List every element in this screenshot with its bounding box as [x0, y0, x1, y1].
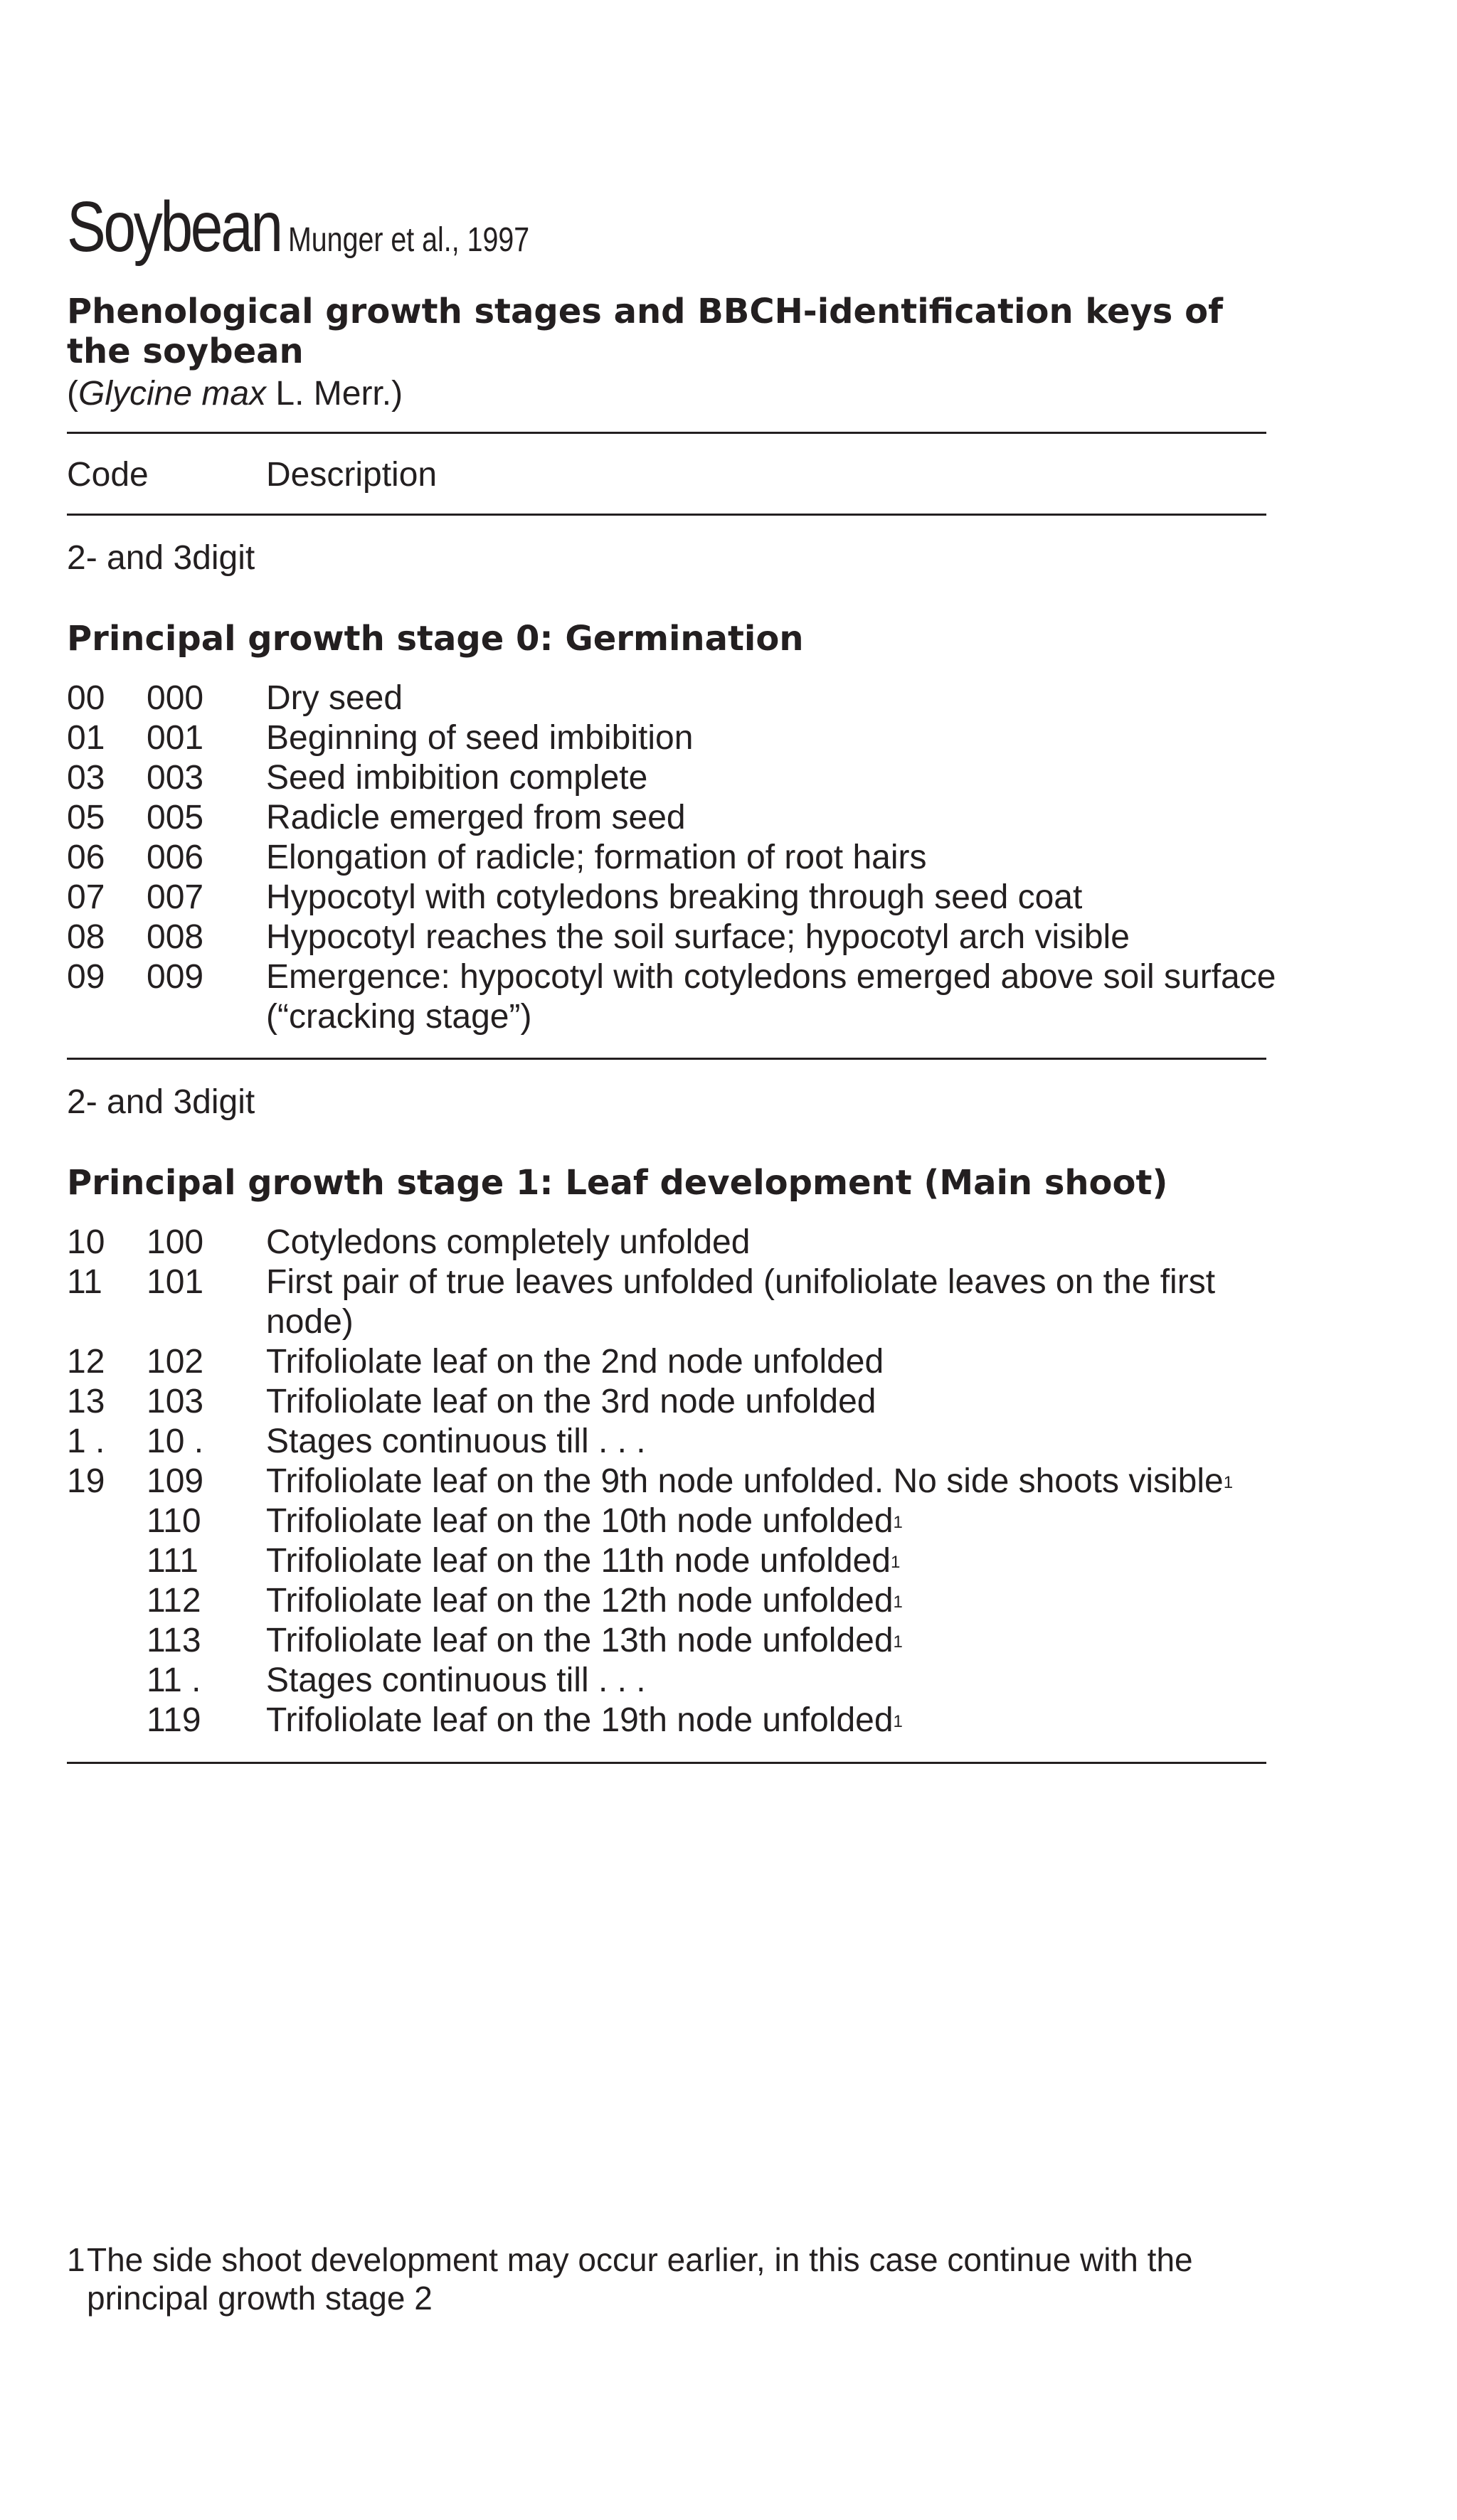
row-description: Seed imbibition complete [266, 759, 648, 797]
row-description [266, 1262, 1276, 1342]
table-row [67, 1621, 1276, 1661]
table-row [67, 1223, 1276, 1262]
footnote-marker: 1 [893, 1712, 903, 1731]
species-authority: L. Merr.) [266, 375, 403, 413]
code-2digit: 1 . [67, 1423, 105, 1460]
digit-label: 2- and 3digit [67, 539, 255, 577]
stage-0-rows [67, 679, 1276, 1037]
row-description-text: Trifoliolate leaf on the 19th node unfolded [266, 1701, 894, 1739]
document-subtitle: Phenological growth stages and BBCH-identification keys of the soybean [67, 292, 1223, 371]
code-3digit: 101 [147, 1263, 204, 1301]
table-row [67, 957, 1276, 1037]
row-description [266, 1462, 1276, 1501]
code-3digit: 109 [147, 1462, 204, 1500]
row-description: Dry seed [266, 679, 403, 717]
stage-heading-germination: Principal growth stage 0: Germination [67, 619, 804, 659]
code-3digit: 008 [147, 918, 204, 956]
code-3digit: 006 [147, 839, 204, 876]
code-2digit: 06 [67, 839, 105, 876]
species-name [67, 374, 403, 413]
row-description [266, 1382, 1276, 1422]
code-3digit: 001 [147, 719, 204, 757]
code-3digit: 110 [147, 1502, 201, 1540]
species-open-paren: ( [67, 375, 78, 413]
row-description-text: Stages continuous till . . . [266, 1662, 646, 1699]
row-description-text: Trifoliolate leaf on the 2nd node unfolded [266, 1343, 884, 1381]
divider [67, 514, 1266, 516]
code-2digit: 03 [67, 759, 105, 797]
code-2digit: 13 [67, 1383, 105, 1420]
row-description-text: Trifoliolate leaf on the 13th node unfolded [266, 1622, 894, 1659]
table-row [67, 838, 1276, 878]
digit-label: 2- and 3digit [67, 1083, 255, 1121]
footnote [67, 2240, 1276, 2317]
row-description: Hypocotyl reaches the soil surface; hypocotyl arch visible [266, 918, 1130, 956]
code-2digit: 11 [67, 1263, 102, 1301]
row-description: Beginning of seed imbibition [266, 719, 694, 757]
row-description: Hypocotyl with cotyledons breaking through seed coat [266, 878, 1083, 916]
table-row [67, 1462, 1276, 1501]
code-3digit: 005 [147, 799, 204, 836]
code-2digit: 08 [67, 918, 105, 956]
row-description-text: Trifoliolate leaf on the 3rd node unfolded [266, 1383, 876, 1420]
code-3digit: 10 . [147, 1423, 204, 1460]
table-row [67, 1422, 1276, 1462]
row-description [266, 1701, 1276, 1740]
column-header-description: Description [266, 456, 438, 494]
row-description [266, 1621, 1276, 1661]
code-2digit: 10 [67, 1223, 105, 1261]
title-line [67, 186, 583, 268]
table-row [67, 1661, 1276, 1701]
code-2digit: 07 [67, 878, 105, 916]
footnote-marker: 1 [890, 1553, 901, 1572]
row-description [266, 1422, 1276, 1462]
divider [67, 1058, 1266, 1060]
code-3digit: 112 [147, 1582, 201, 1620]
code-3digit: 111 [147, 1542, 198, 1580]
row-description-text: Trifoliolate leaf on the 9th node unfolded. No side shoots visible [266, 1462, 1224, 1500]
table-row [67, 878, 1276, 918]
code-2digit: 01 [67, 719, 105, 757]
code-3digit: 11 . [147, 1662, 201, 1699]
footnote-text: The side shoot development may occur earlier, in this case continue with the principal growth stage 2 [87, 2241, 1193, 2317]
code-3digit: 119 [147, 1701, 201, 1739]
code-3digit: 000 [147, 679, 204, 717]
table-row [67, 758, 1276, 798]
table-row [67, 718, 1276, 758]
row-description-text: Trifoliolate leaf on the 12th node unfolded [266, 1582, 894, 1620]
code-3digit: 003 [147, 759, 204, 797]
row-description: Radicle emerged from seed [266, 799, 686, 836]
table-row [67, 1701, 1276, 1740]
footnote-marker: 1 [893, 1632, 903, 1652]
code-3digit: 102 [147, 1343, 204, 1381]
species-latin: Glycine max [78, 375, 267, 413]
code-3digit: 113 [147, 1622, 201, 1659]
table-row [67, 1581, 1276, 1621]
code-3digit: 103 [147, 1383, 204, 1420]
row-description [266, 1342, 1276, 1382]
divider [67, 432, 1266, 434]
row-description [266, 1661, 1276, 1701]
row-description-text: Cotyledons completely unfolded [266, 1223, 751, 1261]
code-2digit: 12 [67, 1343, 105, 1381]
code-2digit: 09 [67, 958, 105, 996]
column-header-code: Code [67, 456, 149, 494]
row-description-text: First pair of true leaves unfolded (unifoliolate leaves on the first node) [266, 1263, 1216, 1341]
author-citation: Munger et al., 1997 [288, 221, 530, 259]
page-title: Soybean [67, 187, 281, 267]
table-row [67, 1382, 1276, 1422]
table-row [67, 1262, 1276, 1342]
document-page [67, 0, 1276, 2520]
row-description [266, 1581, 1276, 1621]
stage-1-rows [67, 1223, 1276, 1740]
table-row [67, 918, 1276, 957]
table-row [67, 1501, 1276, 1541]
row-description-text: Trifoliolate leaf on the 11th node unfolded [266, 1542, 891, 1580]
table-row [67, 1541, 1276, 1581]
code-3digit: 100 [147, 1223, 204, 1261]
row-description: Elongation of radicle; formation of root hairs [266, 839, 927, 876]
divider [67, 1762, 1266, 1764]
code-3digit: 009 [147, 958, 204, 996]
row-description [266, 1501, 1276, 1541]
row-description [266, 1541, 1276, 1581]
footnote-marker: 1 [893, 1593, 903, 1612]
table-row [67, 679, 1276, 718]
footnote-number: 1 [67, 2241, 85, 2278]
footnote-marker: 1 [1223, 1473, 1234, 1492]
row-description: Emergence: hypocotyl with cotyledons emerged above soil surface (“cracking stage”) [266, 958, 1276, 1036]
row-description-text: Stages continuous till . . . [266, 1423, 646, 1460]
row-description [266, 1223, 1276, 1262]
row-description-text: Trifoliolate leaf on the 10th node unfolded [266, 1502, 894, 1540]
table-row [67, 798, 1276, 838]
code-2digit: 05 [67, 799, 105, 836]
code-3digit: 007 [147, 878, 204, 916]
code-2digit: 19 [67, 1462, 105, 1500]
code-2digit: 00 [67, 679, 105, 717]
table-row [67, 1342, 1276, 1382]
stage-heading-leaf-development: Principal growth stage 1: Leaf development (Main shoot) [67, 1163, 1168, 1203]
footnote-marker: 1 [893, 1513, 903, 1532]
